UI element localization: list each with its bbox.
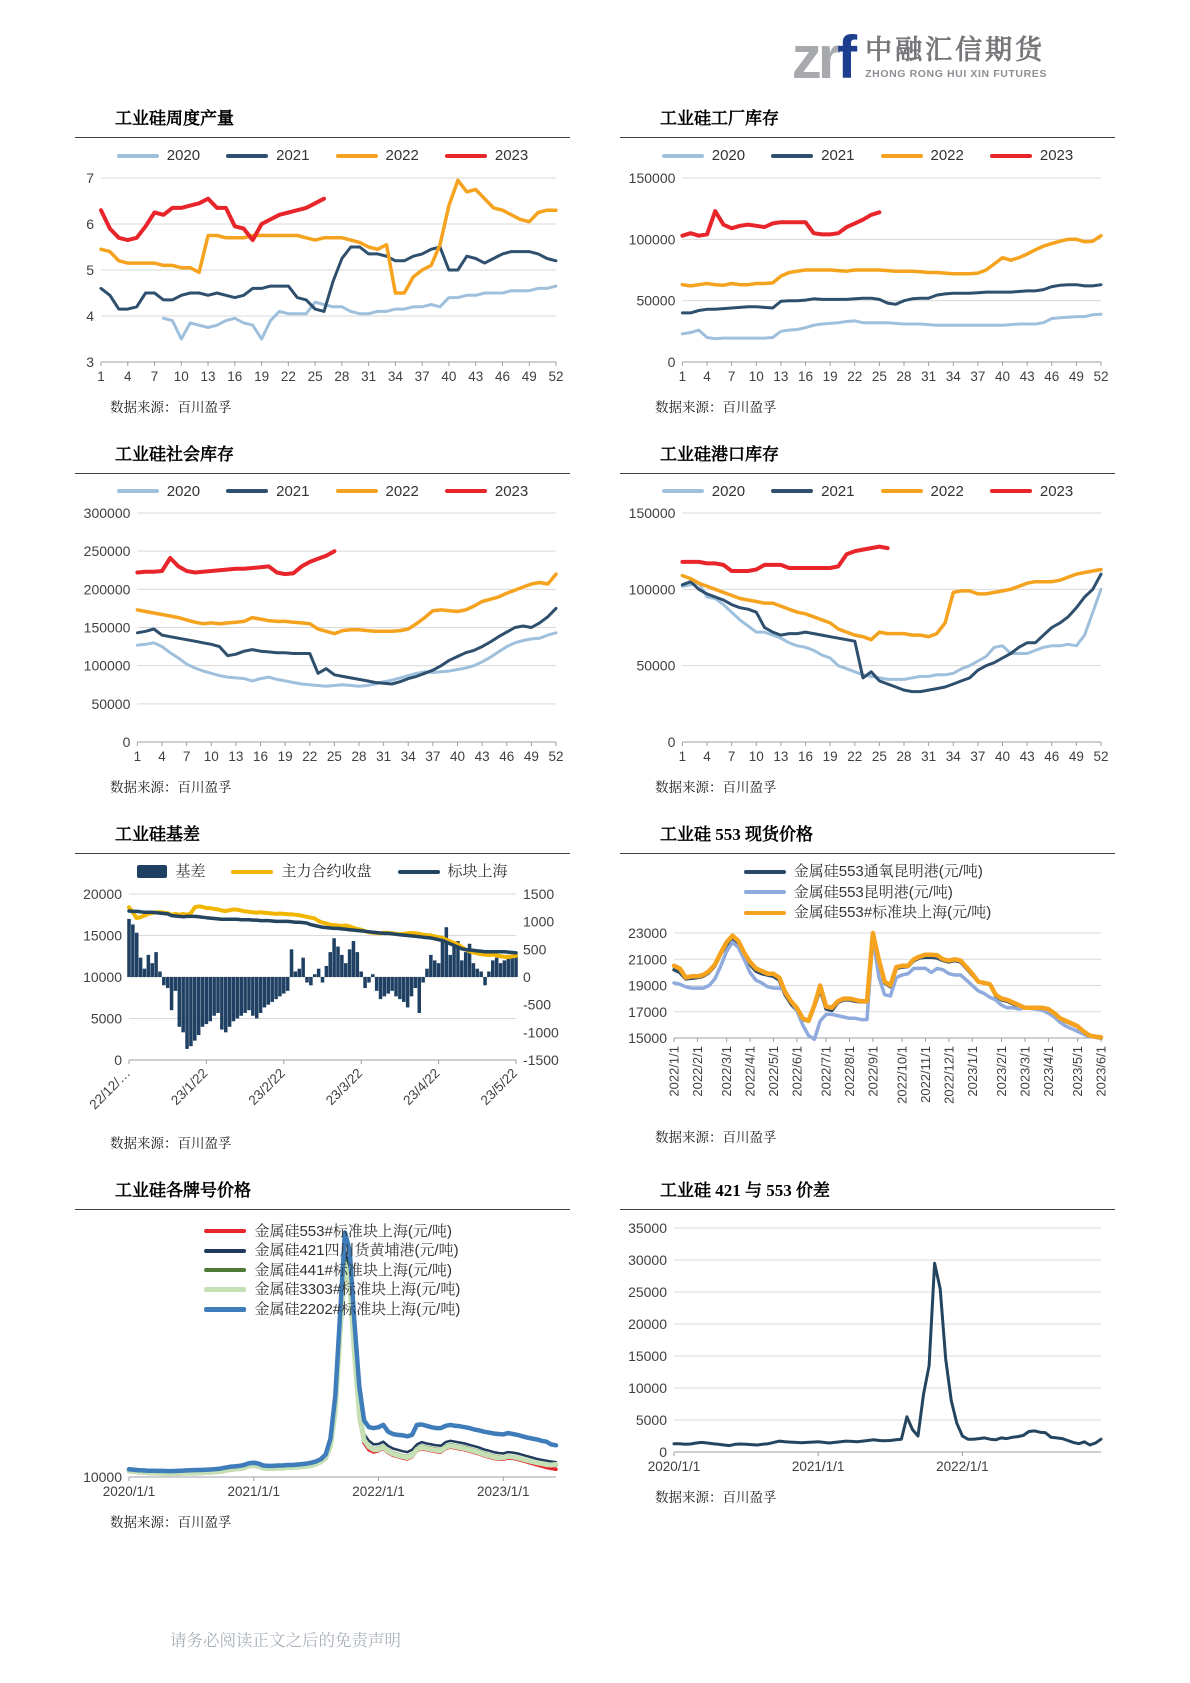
svg-text:28: 28 bbox=[896, 368, 912, 384]
legend-item bbox=[771, 482, 854, 502]
logo-mark bbox=[791, 24, 854, 91]
legend-label: 2020 bbox=[711, 147, 746, 164]
chart-block-factory-inventory bbox=[620, 98, 1115, 432]
svg-text:52: 52 bbox=[548, 368, 564, 384]
svg-text:22/12/…: 22/12/… bbox=[86, 1065, 134, 1112]
svg-text:7: 7 bbox=[86, 169, 94, 186]
svg-text:2020/1/1: 2020/1/1 bbox=[647, 1458, 701, 1474]
svg-text:100000: 100000 bbox=[628, 230, 676, 247]
svg-text:28: 28 bbox=[896, 749, 912, 764]
title-divider bbox=[620, 473, 1115, 474]
legend-label: 2020 bbox=[166, 147, 201, 164]
svg-text:37: 37 bbox=[425, 749, 441, 764]
chart-canvas bbox=[620, 503, 1115, 768]
legend-line-swatch bbox=[445, 489, 487, 493]
legend-label: 2023 bbox=[1039, 147, 1074, 164]
svg-text:250000: 250000 bbox=[83, 543, 131, 560]
svg-text:23/3/22: 23/3/22 bbox=[322, 1065, 366, 1108]
legend-line-swatch bbox=[771, 489, 813, 493]
charts-grid bbox=[0, 98, 1190, 1549]
legend-label: 基差 bbox=[175, 863, 206, 880]
svg-text:20000: 20000 bbox=[83, 885, 122, 902]
svg-text:2020/1/1: 2020/1/1 bbox=[102, 1483, 156, 1499]
legend-line-swatch bbox=[204, 1249, 246, 1253]
svg-text:2022/6/1: 2022/6/1 bbox=[789, 1045, 805, 1097]
svg-text:25: 25 bbox=[326, 749, 342, 764]
legend-line-swatch bbox=[744, 890, 786, 894]
svg-text:2022/1/1: 2022/1/1 bbox=[936, 1458, 989, 1474]
legend-label: 主力合约收盘 bbox=[281, 863, 372, 880]
chart-plot bbox=[620, 862, 1115, 1118]
svg-text:31: 31 bbox=[921, 368, 937, 384]
svg-text:7: 7 bbox=[182, 749, 191, 764]
title-divider bbox=[75, 473, 570, 474]
chart-legend bbox=[744, 862, 992, 923]
chart-block-grade-prices bbox=[75, 1170, 570, 1547]
svg-text:23/5/22: 23/5/22 bbox=[477, 1065, 521, 1108]
legend-label: 金属硅553#标准块上海(元/吨) bbox=[254, 1222, 452, 1240]
svg-text:2023/1/1: 2023/1/1 bbox=[964, 1045, 980, 1097]
svg-text:19000: 19000 bbox=[628, 977, 667, 993]
svg-text:43: 43 bbox=[468, 368, 484, 384]
chart-title: 工业硅周度产量 bbox=[115, 109, 234, 128]
chart-block-421-553-spread bbox=[620, 1170, 1115, 1547]
chart-title: 工业硅 421 与 553 价差 bbox=[660, 1180, 830, 1200]
legend-item bbox=[204, 1261, 460, 1281]
svg-text:31: 31 bbox=[921, 749, 937, 764]
svg-text:37: 37 bbox=[970, 368, 986, 384]
svg-text:49: 49 bbox=[521, 368, 537, 384]
svg-text:10: 10 bbox=[173, 368, 189, 384]
legend-label: 2020 bbox=[166, 482, 201, 500]
svg-text:0: 0 bbox=[667, 353, 676, 370]
svg-text:30000: 30000 bbox=[628, 1251, 667, 1268]
svg-text:4: 4 bbox=[158, 749, 166, 764]
legend-label: 2023 bbox=[494, 147, 529, 164]
legend-bar-swatch bbox=[137, 865, 167, 878]
chart-title: 工业硅各牌号价格 bbox=[115, 1180, 251, 1200]
svg-text:46: 46 bbox=[494, 368, 510, 384]
svg-text:49: 49 bbox=[523, 749, 539, 764]
svg-text:52: 52 bbox=[1093, 368, 1109, 384]
svg-text:2022/4/1: 2022/4/1 bbox=[742, 1045, 758, 1097]
legend-item bbox=[204, 1222, 460, 1242]
svg-text:25: 25 bbox=[871, 749, 887, 764]
legend-label: 金属硅441#标准块上海(元/吨) bbox=[254, 1261, 452, 1279]
svg-text:50000: 50000 bbox=[91, 695, 131, 712]
svg-text:2023/1/1: 2023/1/1 bbox=[476, 1483, 530, 1499]
logo-mark-f: f bbox=[837, 24, 854, 91]
svg-text:1: 1 bbox=[678, 749, 687, 764]
legend-item bbox=[662, 146, 745, 166]
svg-text:0: 0 bbox=[659, 1443, 667, 1460]
svg-text:40: 40 bbox=[994, 749, 1011, 764]
company-logo bbox=[791, 24, 1047, 91]
data-source-label: 数据来源：百川盈孚 bbox=[110, 1514, 232, 1530]
svg-text:5: 5 bbox=[86, 261, 94, 278]
legend-label: 2020 bbox=[711, 482, 746, 500]
svg-text:5000: 5000 bbox=[635, 1411, 667, 1428]
svg-text:10: 10 bbox=[748, 749, 764, 764]
svg-text:7: 7 bbox=[727, 368, 736, 384]
legend-label: 金属硅553#标准块上海(元/吨) bbox=[793, 904, 992, 921]
legend-line-swatch bbox=[204, 1307, 246, 1312]
svg-text:13: 13 bbox=[773, 368, 789, 384]
title-divider bbox=[620, 1209, 1115, 1210]
chart-plot bbox=[75, 862, 570, 1124]
legend-line-swatch bbox=[336, 489, 378, 493]
svg-text:2022/1/1: 2022/1/1 bbox=[666, 1045, 682, 1097]
title-divider bbox=[620, 853, 1115, 854]
svg-text:40: 40 bbox=[449, 749, 466, 764]
svg-text:5000: 5000 bbox=[90, 1010, 122, 1026]
svg-text:23/4/22: 23/4/22 bbox=[400, 1065, 443, 1108]
svg-text:28: 28 bbox=[351, 749, 367, 764]
legend-line-swatch bbox=[226, 154, 268, 158]
svg-text:10000: 10000 bbox=[628, 1379, 667, 1396]
chart-title: 工业硅港口库存 bbox=[660, 444, 779, 464]
legend-label: 金属硅2202#标准块上海(元/吨) bbox=[254, 1300, 461, 1318]
svg-text:46: 46 bbox=[499, 749, 515, 764]
svg-text:2022/11/1: 2022/11/1 bbox=[918, 1045, 934, 1103]
svg-text:0: 0 bbox=[114, 1051, 122, 1068]
chart-title: 工业硅基差 bbox=[115, 825, 200, 844]
chart-block-weekly-production bbox=[75, 98, 570, 432]
svg-text:16: 16 bbox=[227, 368, 243, 384]
legend-label: 标块上海 bbox=[447, 863, 508, 880]
data-source-label: 数据来源：百川盈孚 bbox=[110, 399, 232, 415]
chart-canvas bbox=[620, 1218, 1115, 1478]
svg-text:10: 10 bbox=[203, 749, 219, 764]
legend-item bbox=[117, 482, 200, 502]
svg-text:2022/12/1: 2022/12/1 bbox=[941, 1045, 957, 1104]
legend-line-swatch bbox=[117, 489, 159, 493]
data-source-label: 数据来源：百川盈孚 bbox=[655, 1129, 777, 1145]
chart-legend bbox=[75, 862, 570, 882]
data-source-label: 数据来源：百川盈孚 bbox=[110, 780, 232, 795]
svg-text:46: 46 bbox=[1044, 749, 1060, 764]
svg-text:-500: -500 bbox=[523, 996, 552, 1013]
svg-text:25: 25 bbox=[871, 368, 887, 384]
svg-text:34: 34 bbox=[387, 368, 403, 384]
legend-item bbox=[744, 883, 953, 903]
legend-line-swatch bbox=[990, 489, 1032, 493]
page-header bbox=[0, 0, 1190, 98]
chart-legend bbox=[204, 1222, 460, 1320]
svg-text:13: 13 bbox=[228, 749, 244, 764]
chart-plot bbox=[75, 146, 570, 388]
chart-title: 工业硅社会库存 bbox=[115, 444, 234, 464]
svg-text:2022/5/1: 2022/5/1 bbox=[765, 1045, 781, 1097]
svg-text:40: 40 bbox=[994, 368, 1011, 384]
legend-item bbox=[445, 146, 528, 166]
svg-text:25000: 25000 bbox=[628, 1283, 667, 1300]
company-name-cn: 中融汇信期货 bbox=[865, 35, 1046, 66]
svg-text:49: 49 bbox=[1068, 749, 1084, 764]
legend-item bbox=[204, 1241, 460, 1261]
legend-item bbox=[226, 146, 309, 166]
svg-text:10: 10 bbox=[748, 368, 764, 384]
svg-text:22: 22 bbox=[847, 749, 863, 764]
legend-item bbox=[881, 146, 964, 166]
svg-text:2021/1/1: 2021/1/1 bbox=[791, 1458, 845, 1474]
svg-text:19: 19 bbox=[254, 368, 270, 384]
svg-text:1500: 1500 bbox=[523, 885, 555, 902]
chart-legend bbox=[75, 482, 570, 502]
svg-text:2022/9/1: 2022/9/1 bbox=[865, 1045, 881, 1097]
legend-label: 2023 bbox=[1039, 482, 1074, 500]
chart-canvas bbox=[75, 168, 570, 388]
legend-item bbox=[990, 482, 1073, 502]
legend-item bbox=[881, 482, 964, 502]
svg-text:2022/7/1: 2022/7/1 bbox=[818, 1045, 834, 1097]
svg-text:2023/4/1: 2023/4/1 bbox=[1040, 1045, 1056, 1097]
svg-text:19: 19 bbox=[822, 749, 838, 764]
legend-label: 2021 bbox=[821, 147, 855, 164]
legend-label: 2021 bbox=[276, 482, 310, 500]
legend-label: 金属硅3303#标准块上海(元/吨) bbox=[254, 1281, 461, 1298]
legend-line-swatch bbox=[336, 154, 378, 158]
svg-text:31: 31 bbox=[361, 368, 377, 384]
chart-plot bbox=[75, 1218, 570, 1503]
chart-plot bbox=[620, 482, 1115, 769]
svg-text:13: 13 bbox=[200, 368, 216, 384]
svg-text:25: 25 bbox=[307, 368, 323, 384]
legend-label: 2021 bbox=[276, 147, 310, 164]
legend-line-swatch bbox=[204, 1287, 246, 1292]
legend-item bbox=[744, 862, 983, 882]
svg-text:52: 52 bbox=[548, 749, 564, 764]
chart-legend bbox=[75, 146, 570, 166]
svg-text:17000: 17000 bbox=[628, 1003, 667, 1020]
svg-text:40: 40 bbox=[441, 368, 457, 384]
svg-text:150000: 150000 bbox=[83, 619, 131, 636]
svg-text:34: 34 bbox=[400, 749, 416, 764]
legend-line-swatch bbox=[662, 154, 704, 158]
legend-line-swatch bbox=[771, 154, 813, 158]
chart-canvas bbox=[75, 503, 570, 768]
svg-text:22: 22 bbox=[302, 749, 318, 764]
svg-text:0: 0 bbox=[523, 968, 531, 985]
svg-text:37: 37 bbox=[414, 368, 430, 384]
svg-text:34: 34 bbox=[945, 749, 961, 764]
legend-item bbox=[137, 862, 205, 882]
logo-text bbox=[865, 36, 1047, 80]
legend-line-swatch bbox=[990, 154, 1032, 158]
svg-text:2022/1/1: 2022/1/1 bbox=[352, 1483, 405, 1499]
svg-text:10000: 10000 bbox=[83, 1468, 122, 1485]
svg-text:16: 16 bbox=[798, 749, 814, 764]
legend-line-swatch bbox=[662, 489, 704, 493]
svg-text:15000: 15000 bbox=[628, 1347, 667, 1364]
data-source-label: 数据来源：百川盈孚 bbox=[655, 399, 777, 415]
chart-block-social-inventory bbox=[75, 434, 570, 813]
svg-text:2022/2/1: 2022/2/1 bbox=[689, 1045, 705, 1097]
title-divider bbox=[620, 137, 1115, 138]
svg-text:49: 49 bbox=[1068, 368, 1084, 384]
svg-text:500: 500 bbox=[523, 940, 547, 957]
chart-canvas bbox=[620, 923, 1115, 1118]
svg-text:2022/8/1: 2022/8/1 bbox=[841, 1045, 857, 1097]
legend-label: 2022 bbox=[385, 147, 419, 164]
legend-line-swatch bbox=[445, 154, 487, 158]
svg-text:2023/6/1: 2023/6/1 bbox=[1093, 1045, 1109, 1097]
svg-text:0: 0 bbox=[667, 734, 676, 750]
svg-text:50000: 50000 bbox=[636, 657, 676, 674]
legend-label: 2022 bbox=[930, 147, 964, 164]
svg-text:4: 4 bbox=[86, 307, 94, 324]
legend-label: 2022 bbox=[385, 482, 419, 500]
legend-item bbox=[117, 146, 200, 166]
svg-text:22: 22 bbox=[280, 368, 296, 384]
svg-text:1000: 1000 bbox=[523, 913, 555, 930]
svg-text:16: 16 bbox=[253, 749, 269, 764]
svg-text:150000: 150000 bbox=[628, 505, 676, 521]
svg-text:23000: 23000 bbox=[628, 924, 667, 941]
legend-item bbox=[445, 482, 528, 502]
svg-text:300000: 300000 bbox=[83, 505, 131, 521]
svg-text:43: 43 bbox=[1019, 368, 1035, 384]
svg-text:19: 19 bbox=[277, 749, 293, 764]
svg-text:2022/3/1: 2022/3/1 bbox=[719, 1045, 735, 1097]
legend-line-swatch bbox=[398, 870, 440, 874]
svg-text:2021/1/1: 2021/1/1 bbox=[227, 1483, 281, 1499]
legend-line-swatch bbox=[204, 1268, 246, 1272]
legend-line-swatch bbox=[744, 911, 786, 916]
legend-item bbox=[990, 146, 1073, 166]
svg-text:200000: 200000 bbox=[83, 581, 131, 598]
svg-text:1: 1 bbox=[133, 749, 142, 764]
svg-text:150000: 150000 bbox=[628, 169, 676, 186]
svg-text:28: 28 bbox=[334, 368, 350, 384]
svg-text:10000: 10000 bbox=[83, 968, 122, 985]
legend-item bbox=[771, 146, 854, 166]
svg-text:23/2/22: 23/2/22 bbox=[245, 1065, 288, 1108]
svg-text:35000: 35000 bbox=[628, 1219, 667, 1236]
svg-text:15000: 15000 bbox=[83, 927, 122, 943]
legend-line-swatch bbox=[226, 489, 268, 493]
svg-text:4: 4 bbox=[124, 368, 132, 384]
logo-mark-zr: zr bbox=[791, 24, 838, 91]
svg-text:100000: 100000 bbox=[83, 657, 131, 674]
svg-text:50000: 50000 bbox=[636, 292, 676, 309]
legend-line-swatch bbox=[881, 154, 923, 158]
chart-legend bbox=[620, 146, 1115, 166]
legend-label: 金属硅553通氧昆明港(元/吨) bbox=[793, 863, 983, 880]
page-footer-disclaimer: 请务必阅读正文之后的免责声明 bbox=[170, 1630, 401, 1650]
svg-text:3: 3 bbox=[86, 353, 94, 370]
legend-label: 2023 bbox=[494, 482, 529, 500]
legend-line-swatch bbox=[117, 154, 159, 158]
legend-item bbox=[336, 482, 419, 502]
title-divider bbox=[75, 137, 570, 138]
svg-text:4: 4 bbox=[703, 368, 711, 384]
svg-text:-1000: -1000 bbox=[523, 1023, 559, 1040]
legend-item bbox=[231, 862, 371, 882]
chart-block-port-inventory bbox=[620, 434, 1115, 813]
chart-plot bbox=[620, 146, 1115, 388]
svg-text:13: 13 bbox=[773, 749, 789, 764]
svg-text:2023/2/1: 2023/2/1 bbox=[994, 1045, 1010, 1097]
svg-text:52: 52 bbox=[1093, 749, 1109, 764]
legend-label: 2021 bbox=[821, 482, 855, 500]
chart-block-553-spot-price bbox=[620, 814, 1115, 1168]
legend-label: 2022 bbox=[930, 482, 964, 500]
svg-text:23/1/22: 23/1/22 bbox=[168, 1065, 211, 1108]
data-source-label: 数据来源：百川盈孚 bbox=[655, 780, 777, 795]
svg-text:4: 4 bbox=[703, 749, 711, 764]
legend-line-swatch bbox=[204, 1229, 246, 1233]
chart-title: 工业硅工厂库存 bbox=[660, 109, 779, 128]
svg-text:16: 16 bbox=[798, 368, 814, 384]
legend-item bbox=[226, 482, 309, 502]
svg-text:2023/5/1: 2023/5/1 bbox=[1070, 1045, 1086, 1097]
chart-canvas bbox=[75, 884, 570, 1124]
svg-text:6: 6 bbox=[86, 215, 94, 232]
legend-line-swatch bbox=[881, 489, 923, 493]
svg-text:15000: 15000 bbox=[628, 1029, 667, 1046]
chart-legend bbox=[620, 482, 1115, 502]
chart-plot bbox=[620, 1218, 1115, 1478]
svg-text:20000: 20000 bbox=[628, 1315, 667, 1332]
chart-canvas bbox=[620, 168, 1115, 388]
svg-text:1: 1 bbox=[97, 368, 105, 384]
legend-item bbox=[398, 862, 508, 882]
legend-line-swatch bbox=[231, 870, 273, 874]
data-source-label: 数据来源：百川盈孚 bbox=[655, 1489, 777, 1505]
chart-title: 工业硅 553 现货价格 bbox=[660, 825, 813, 844]
svg-text:22: 22 bbox=[847, 368, 863, 384]
data-source-label: 数据来源：百川盈孚 bbox=[110, 1135, 232, 1151]
svg-text:21000: 21000 bbox=[628, 950, 667, 967]
svg-text:100000: 100000 bbox=[628, 581, 676, 598]
svg-text:31: 31 bbox=[376, 749, 392, 764]
legend-item bbox=[204, 1300, 460, 1320]
svg-text:34: 34 bbox=[945, 368, 961, 384]
legend-item bbox=[336, 146, 419, 166]
title-divider bbox=[75, 1209, 570, 1210]
svg-text:7: 7 bbox=[727, 749, 736, 764]
svg-text:37: 37 bbox=[970, 749, 986, 764]
svg-text:2022/10/1: 2022/10/1 bbox=[894, 1045, 910, 1104]
legend-item bbox=[744, 903, 992, 923]
legend-label: 金属硅553昆明港(元/吨) bbox=[793, 883, 953, 901]
svg-text:1: 1 bbox=[678, 368, 687, 384]
legend-line-swatch bbox=[744, 870, 786, 874]
chart-plot bbox=[75, 482, 570, 769]
svg-text:19: 19 bbox=[822, 368, 838, 384]
chart-block-basis bbox=[75, 814, 570, 1168]
svg-text:7: 7 bbox=[150, 368, 159, 384]
svg-text:-1500: -1500 bbox=[523, 1051, 559, 1068]
svg-text:46: 46 bbox=[1044, 368, 1060, 384]
svg-text:43: 43 bbox=[474, 749, 490, 764]
svg-text:43: 43 bbox=[1019, 749, 1035, 764]
legend-item bbox=[204, 1280, 460, 1300]
legend-item bbox=[662, 482, 745, 502]
svg-text:2023/3/1: 2023/3/1 bbox=[1017, 1045, 1033, 1097]
company-name-en: ZHONG RONG HUI XIN FUTURES bbox=[865, 67, 1047, 80]
legend-label: 金属硅421四川货黄埔港(元/吨) bbox=[254, 1242, 459, 1259]
title-divider bbox=[75, 853, 570, 854]
svg-text:0: 0 bbox=[122, 734, 131, 750]
